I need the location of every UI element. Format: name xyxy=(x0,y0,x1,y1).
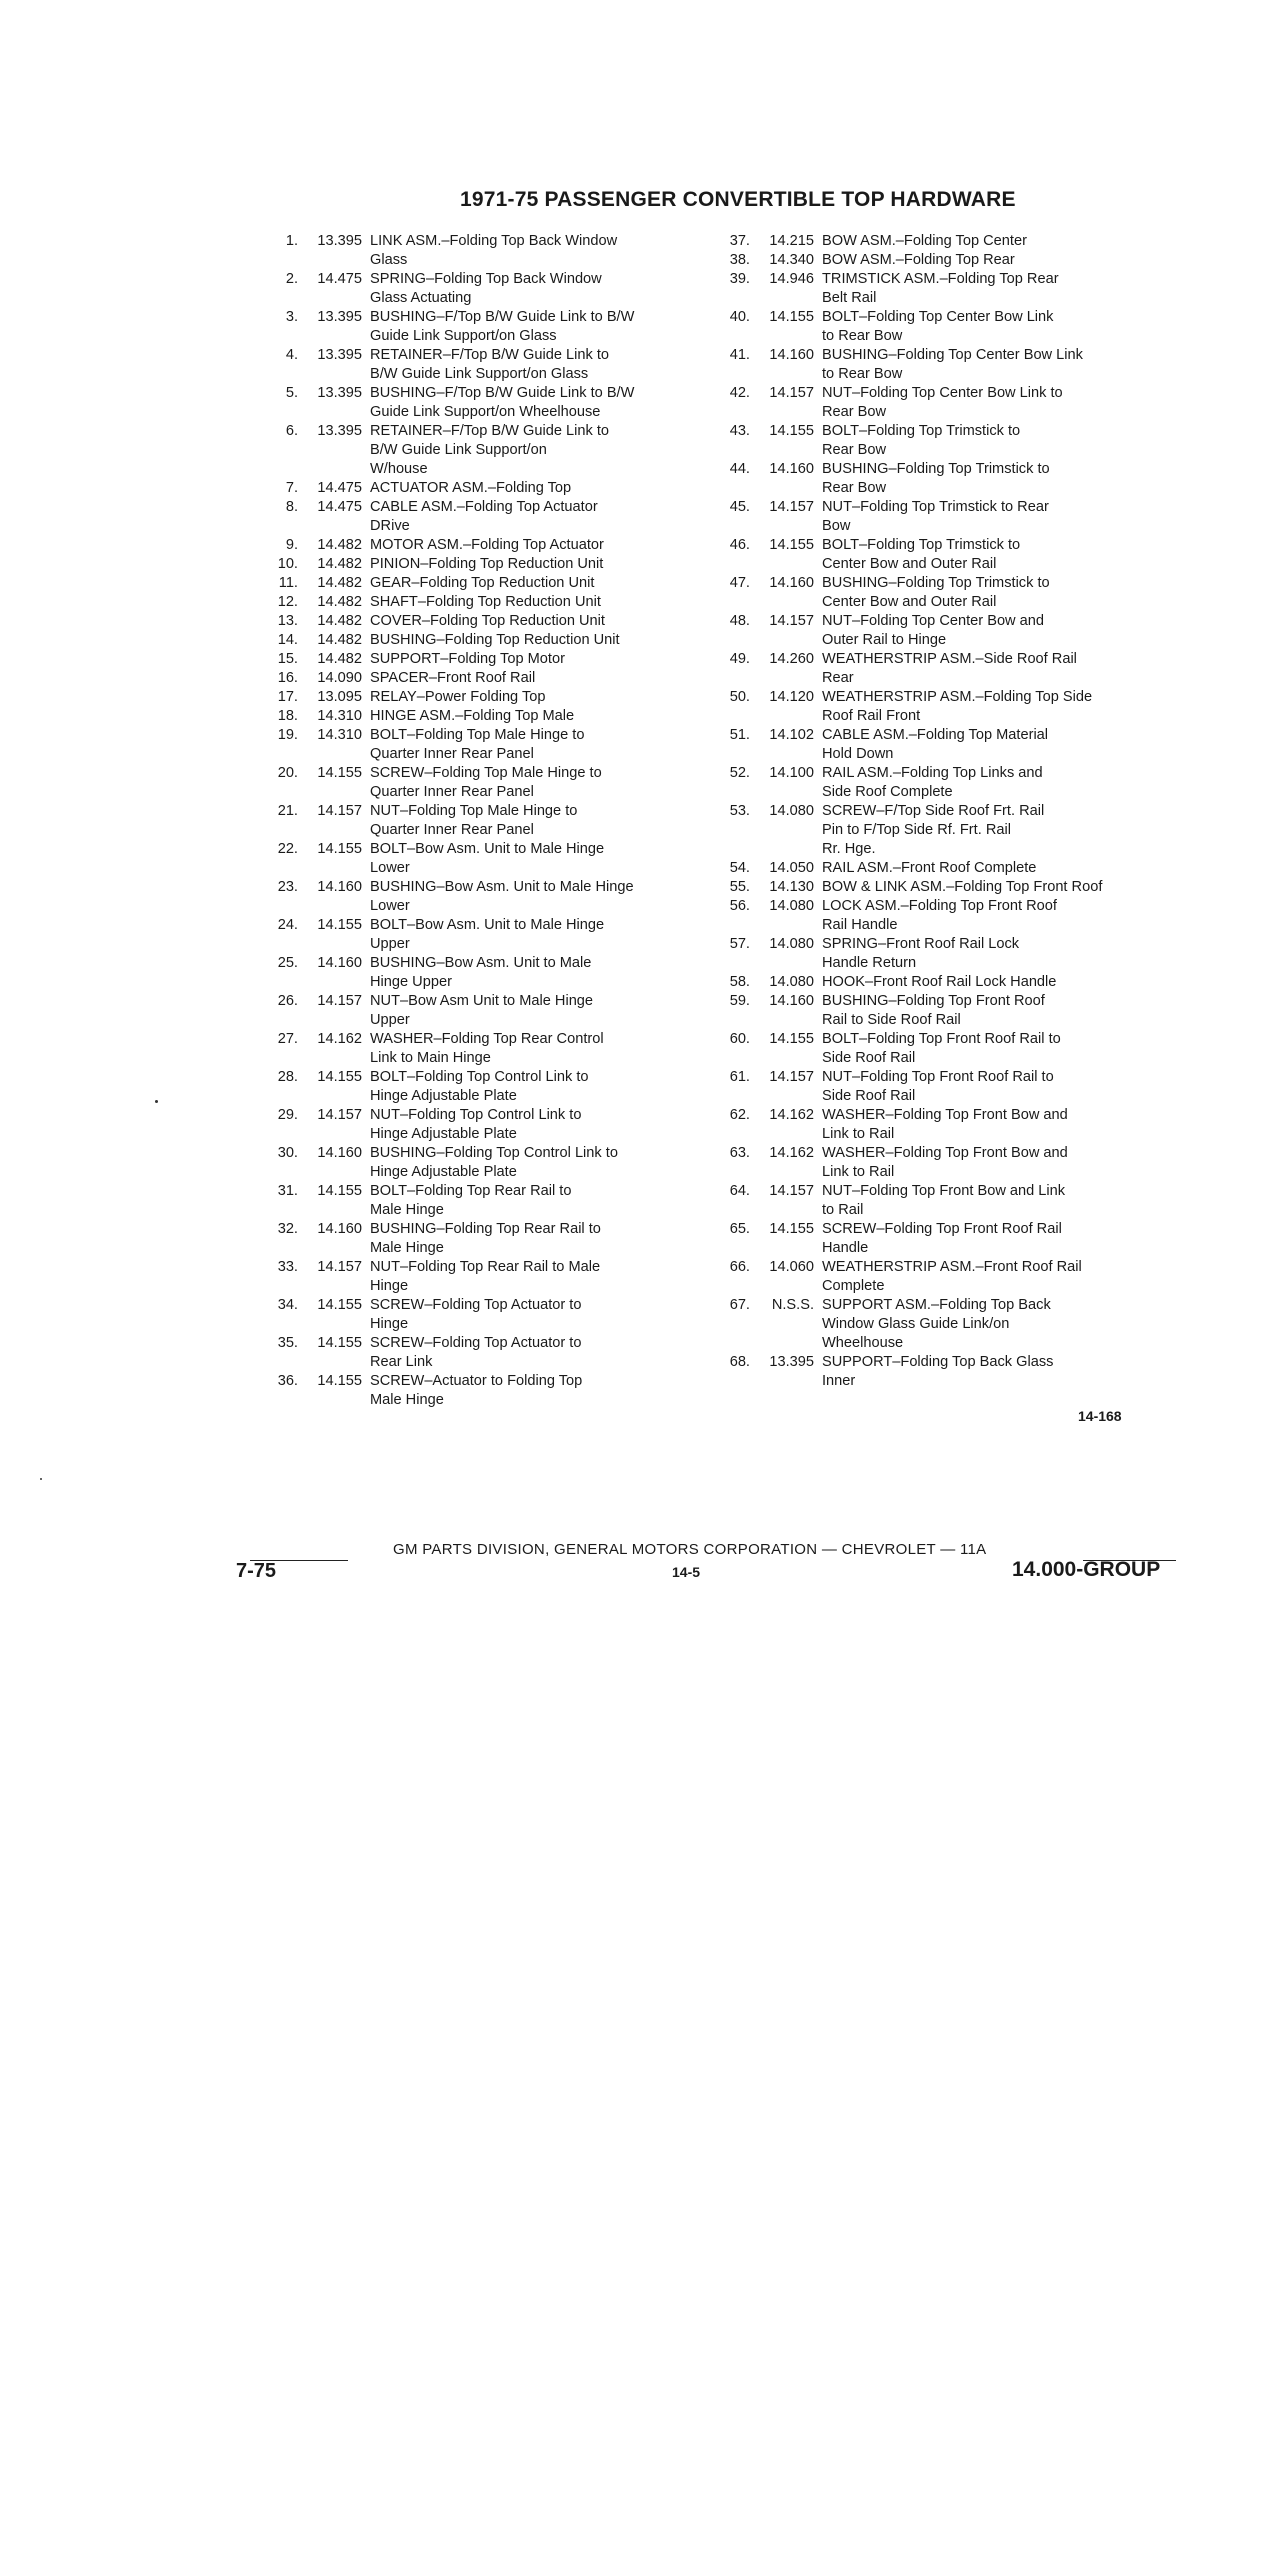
part-description: TRIMSTICK ASM.–Folding Top Rear Belt Rail xyxy=(822,271,1059,306)
part-description: BUSHING–Folding Top Rear Rail to Male Hinge xyxy=(370,1221,601,1256)
part-item xyxy=(268,346,688,384)
part-description: COVER–Folding Top Reduction Unit xyxy=(370,613,605,629)
part-number: 53. xyxy=(729,803,750,819)
part-description: SPRING–Folding Top Back Window Glass Actuating xyxy=(370,271,602,306)
part-item xyxy=(268,384,688,422)
part-number: 40. xyxy=(729,309,750,325)
part-item xyxy=(720,973,1180,992)
part-description: SUPPORT–Folding Top Motor xyxy=(370,651,565,667)
parts-list-left xyxy=(268,232,688,1410)
group-code: 14.157 xyxy=(317,803,362,819)
part-item xyxy=(720,650,1180,688)
part-item xyxy=(268,574,688,593)
group-code: 14.482 xyxy=(317,594,362,610)
part-number: 39. xyxy=(729,271,750,287)
part-description: RETAINER–F/Top B/W Guide Link to B/W Guide Link Support/on Glass xyxy=(370,347,609,382)
part-item xyxy=(268,232,688,270)
footer-page-number: 14-5 xyxy=(672,1564,701,1580)
part-description: BOLT–Bow Asm. Unit to Male Hinge Lower xyxy=(370,841,605,876)
part-item xyxy=(720,935,1180,973)
part-number: 43. xyxy=(729,423,750,439)
part-description: BUSHING–Folding Top Center Bow Link to Rear Bow xyxy=(822,347,1083,382)
part-description: BOLT–Folding Top Front Roof Rail to Side Roof Rail xyxy=(822,1031,1061,1066)
group-code: 14.155 xyxy=(769,537,814,553)
part-number: 9. xyxy=(285,537,298,553)
group-code: 14.162 xyxy=(769,1107,814,1123)
part-number: 19. xyxy=(277,727,298,743)
part-number: 36. xyxy=(277,1373,298,1389)
group-code: 14.482 xyxy=(317,556,362,572)
footer-group: 14.000-GROUP xyxy=(1012,1558,1161,1581)
part-number: 62. xyxy=(729,1107,750,1123)
group-code: 14.155 xyxy=(317,917,362,933)
part-item xyxy=(720,764,1180,802)
part-item xyxy=(720,1144,1180,1182)
part-number: 38. xyxy=(729,252,750,268)
part-number: 34. xyxy=(277,1297,298,1313)
group-code: 14.160 xyxy=(769,575,814,591)
part-number: 48. xyxy=(729,613,750,629)
part-number: 56. xyxy=(729,898,750,914)
part-description: BUSHING–F/Top B/W Guide Link to B/W Guide Link Support/on Wheelhouse xyxy=(370,385,635,420)
group-code: 14.160 xyxy=(769,993,814,1009)
part-description: HINGE ASM.–Folding Top Male xyxy=(370,708,575,724)
part-number: 13. xyxy=(277,613,298,629)
part-item xyxy=(720,1068,1180,1106)
part-description: WEATHERSTRIP ASM.–Folding Top Side Roof Rail Front xyxy=(822,689,1093,724)
part-description: BUSHING–F/Top B/W Guide Link to B/W Guide Link Support/on Glass xyxy=(370,309,635,344)
part-description: BUSHING–Folding Top Trimstick to Center Bow and Outer Rail xyxy=(822,575,1050,610)
part-number: 25. xyxy=(277,955,298,971)
part-item xyxy=(268,954,688,992)
part-item xyxy=(720,1220,1180,1258)
group-code: 14.340 xyxy=(769,252,814,268)
part-number: 54. xyxy=(729,860,750,876)
part-item xyxy=(268,669,688,688)
group-code: 14.080 xyxy=(769,803,814,819)
part-item xyxy=(720,1182,1180,1220)
footer-date: 7-75 xyxy=(236,1560,277,1582)
part-number: 24. xyxy=(277,917,298,933)
group-code: 14.260 xyxy=(769,651,814,667)
part-item xyxy=(268,1030,688,1068)
part-item xyxy=(720,992,1180,1030)
part-number: 42. xyxy=(729,385,750,401)
part-number: 64. xyxy=(729,1183,750,1199)
part-number: 2. xyxy=(285,271,298,287)
part-item xyxy=(268,840,688,878)
part-item xyxy=(268,479,688,498)
part-number: 11. xyxy=(278,575,298,591)
part-item xyxy=(720,232,1180,251)
part-number: 22. xyxy=(277,841,298,857)
group-code: 14.050 xyxy=(769,860,814,876)
part-description: CABLE ASM.–Folding Top Material Hold Down xyxy=(822,727,1049,762)
group-code: 14.157 xyxy=(317,993,362,1009)
part-number: 44. xyxy=(729,461,750,477)
part-item xyxy=(720,859,1180,878)
part-item xyxy=(720,574,1180,612)
part-item xyxy=(268,1220,688,1258)
part-description: NUT–Folding Top Center Bow and Outer Rail to Hinge xyxy=(822,613,1044,648)
group-code: 14.130 xyxy=(769,879,814,895)
part-item xyxy=(268,1068,688,1106)
group-code: 14.482 xyxy=(317,613,362,629)
part-description: SCREW–F/Top Side Roof Frt. Rail Pin to F/Top Side Rf. Frt. Rail Rr. Hge. xyxy=(822,803,1045,857)
part-number: 21. xyxy=(277,803,298,819)
group-code: 14.100 xyxy=(769,765,814,781)
part-description: MOTOR ASM.–Folding Top Actuator xyxy=(370,537,604,553)
part-number: 65. xyxy=(729,1221,750,1237)
group-code: 14.475 xyxy=(317,271,362,287)
part-description: WEATHERSTRIP ASM.–Side Roof Rail Rear xyxy=(822,651,1077,686)
part-item xyxy=(268,1258,688,1296)
group-code: 14.120 xyxy=(769,689,814,705)
group-code: 14.155 xyxy=(317,841,362,857)
part-number: 12. xyxy=(277,594,298,610)
group-code: 13.395 xyxy=(317,233,362,249)
group-code: 14.482 xyxy=(317,651,362,667)
part-number: 46. xyxy=(729,537,750,553)
group-code: 14.155 xyxy=(317,1183,362,1199)
part-item xyxy=(720,308,1180,346)
part-number: 58. xyxy=(729,974,750,990)
part-description: NUT–Folding Top Front Bow and Link to Rail xyxy=(822,1183,1066,1218)
part-number: 35. xyxy=(277,1335,298,1351)
group-code: 13.395 xyxy=(317,347,362,363)
group-code: 14.157 xyxy=(317,1107,362,1123)
parts-list-right xyxy=(720,232,1180,1391)
part-item xyxy=(268,631,688,650)
part-number: 68. xyxy=(729,1354,750,1370)
part-description: HOOK–Front Roof Rail Lock Handle xyxy=(822,974,1057,990)
part-description: SCREW–Folding Top Male Hinge to Quarter Inner Rear Panel xyxy=(370,765,602,800)
scan-speck xyxy=(40,1478,42,1480)
part-description: BUSHING–Folding Top Trimstick to Rear Bow xyxy=(822,461,1050,496)
part-number: 32. xyxy=(277,1221,298,1237)
part-item xyxy=(720,688,1180,726)
part-item xyxy=(268,707,688,726)
group-code: 14.475 xyxy=(317,499,362,515)
part-description: BUSHING–Bow Asm. Unit to Male Hinge Lower xyxy=(370,879,634,914)
part-number: 28. xyxy=(277,1069,298,1085)
page-title: 1971-75 PASSENGER CONVERTIBLE TOP HARDWARE xyxy=(460,188,1016,211)
group-code: 14.482 xyxy=(317,575,362,591)
scan-speck xyxy=(155,1100,158,1103)
part-item xyxy=(268,422,688,479)
part-description: NUT–Folding Top Rear Rail to Male Hinge xyxy=(370,1259,601,1294)
part-description: NUT–Folding Top Trimstick to Rear Bow xyxy=(822,499,1049,534)
part-description: WASHER–Folding Top Rear Control Link to Main Hinge xyxy=(370,1031,604,1066)
part-description: SCREW–Folding Top Actuator to Rear Link xyxy=(370,1335,582,1370)
part-description: BOW ASM.–Folding Top Center xyxy=(822,233,1027,249)
group-code: 14.162 xyxy=(769,1145,814,1161)
part-number: 5. xyxy=(285,385,298,401)
part-description: WEATHERSTRIP ASM.–Front Roof Rail Complete xyxy=(822,1259,1082,1294)
part-number: 51. xyxy=(729,727,750,743)
group-code: 13.395 xyxy=(317,423,362,439)
part-number: 31. xyxy=(277,1183,298,1199)
part-number: 47. xyxy=(729,575,750,591)
part-description: SPRING–Front Roof Rail Lock Handle Return xyxy=(822,936,1020,971)
part-item xyxy=(268,498,688,536)
part-description: SCREW–Actuator to Folding Top Male Hinge xyxy=(370,1373,583,1408)
part-description: BOLT–Bow Asm. Unit to Male Hinge Upper xyxy=(370,917,605,952)
part-description: ACTUATOR ASM.–Folding Top xyxy=(370,480,572,496)
part-number: 15. xyxy=(277,651,298,667)
group-code: 14.475 xyxy=(317,480,362,496)
part-item xyxy=(268,536,688,555)
part-item xyxy=(268,555,688,574)
figure-reference: 14-168 xyxy=(1078,1408,1122,1424)
part-number: 57. xyxy=(729,936,750,952)
part-number: 29. xyxy=(277,1107,298,1123)
group-code: 14.157 xyxy=(769,613,814,629)
part-item xyxy=(720,1353,1180,1391)
part-item xyxy=(720,897,1180,935)
part-description: NUT–Folding Top Front Roof Rail to Side Roof Rail xyxy=(822,1069,1054,1104)
group-code: 14.155 xyxy=(317,1069,362,1085)
part-number: 49. xyxy=(729,651,750,667)
part-item xyxy=(268,916,688,954)
group-code: 14.160 xyxy=(317,955,362,971)
part-item xyxy=(268,764,688,802)
part-number: 3. xyxy=(285,309,298,325)
group-code: 14.215 xyxy=(769,233,814,249)
part-item xyxy=(720,802,1180,859)
part-item xyxy=(720,270,1180,308)
part-item xyxy=(720,612,1180,650)
part-description: BOLT–Folding Top Center Bow Link to Rear Bow xyxy=(822,309,1054,344)
part-number: 52. xyxy=(729,765,750,781)
group-code: 14.160 xyxy=(769,461,814,477)
part-number: 30. xyxy=(277,1145,298,1161)
part-item xyxy=(268,1334,688,1372)
group-code: 14.102 xyxy=(769,727,814,743)
part-description: NUT–Folding Top Center Bow Link to Rear Bow xyxy=(822,385,1063,420)
part-number: 16. xyxy=(277,670,298,686)
part-description: PINION–Folding Top Reduction Unit xyxy=(370,556,604,572)
part-number: 14. xyxy=(277,632,298,648)
part-description: BOLT–Folding Top Rear Rail to Male Hinge xyxy=(370,1183,572,1218)
part-number: 8. xyxy=(285,499,298,515)
part-item xyxy=(720,1030,1180,1068)
part-description: WASHER–Folding Top Front Bow and Link to Rail xyxy=(822,1145,1068,1180)
group-code: 14.157 xyxy=(769,385,814,401)
part-description: BOW & LINK ASM.–Folding Top Front Roof xyxy=(822,879,1103,895)
part-number: 6. xyxy=(285,423,298,439)
part-item xyxy=(268,650,688,669)
part-number: 61. xyxy=(729,1069,750,1085)
part-item xyxy=(268,593,688,612)
part-number: 41. xyxy=(729,347,750,363)
part-description: BOLT–Folding Top Trimstick to Rear Bow xyxy=(822,423,1021,458)
part-number: 59. xyxy=(729,993,750,1009)
group-code: 14.157 xyxy=(317,1259,362,1275)
part-item xyxy=(268,612,688,631)
part-description: RAIL ASM.–Folding Top Links and Side Roof Complete xyxy=(822,765,1043,800)
part-description: NUT–Folding Top Male Hinge to Quarter Inner Rear Panel xyxy=(370,803,578,838)
part-item xyxy=(720,726,1180,764)
group-code: N.S.S. xyxy=(771,1297,814,1313)
group-code: 14.155 xyxy=(769,1221,814,1237)
part-item xyxy=(720,422,1180,460)
part-description: WASHER–Folding Top Front Bow and Link to Rail xyxy=(822,1107,1068,1142)
part-description: RELAY–Power Folding Top xyxy=(370,689,546,705)
part-description: LINK ASM.–Folding Top Back Window Glass xyxy=(370,233,618,268)
part-number: 17. xyxy=(277,689,298,705)
part-number: 7. xyxy=(285,480,298,496)
part-item xyxy=(268,992,688,1030)
part-item xyxy=(268,726,688,764)
part-number: 20. xyxy=(277,765,298,781)
footer-division: GM PARTS DIVISION, GENERAL MOTORS CORPORATION — CHEVROLET — 11A xyxy=(393,1541,987,1558)
group-code: 14.155 xyxy=(769,423,814,439)
part-description: SHAFT–Folding Top Reduction Unit xyxy=(370,594,601,610)
group-code: 14.155 xyxy=(317,765,362,781)
part-number: 63. xyxy=(729,1145,750,1161)
part-description: BOW ASM.–Folding Top Rear xyxy=(822,252,1015,268)
group-code: 14.310 xyxy=(317,708,362,724)
part-description: BOLT–Folding Top Trimstick to Center Bow and Outer Rail xyxy=(822,537,1021,572)
part-number: 37. xyxy=(729,233,750,249)
group-code: 14.080 xyxy=(769,898,814,914)
part-description: RAIL ASM.–Front Roof Complete xyxy=(822,860,1037,876)
part-number: 1. xyxy=(285,233,298,249)
part-description: BUSHING–Folding Top Control Link to Hinge Adjustable Plate xyxy=(370,1145,618,1180)
part-description: BUSHING–Folding Top Reduction Unit xyxy=(370,632,620,648)
group-code: 13.395 xyxy=(769,1354,814,1370)
group-code: 14.482 xyxy=(317,537,362,553)
part-description: BOLT–Folding Top Male Hinge to Quarter Inner Rear Panel xyxy=(370,727,585,762)
part-number: 50. xyxy=(729,689,750,705)
part-item xyxy=(720,346,1180,384)
group-code: 14.080 xyxy=(769,974,814,990)
group-code: 13.395 xyxy=(317,385,362,401)
part-item xyxy=(720,878,1180,897)
part-item xyxy=(268,688,688,707)
part-description: LOCK ASM.–Folding Top Front Roof Rail Handle xyxy=(822,898,1057,933)
part-number: 27. xyxy=(277,1031,298,1047)
part-number: 18. xyxy=(277,708,298,724)
part-description: SCREW–Folding Top Front Roof Rail Handle xyxy=(822,1221,1062,1256)
group-code: 14.155 xyxy=(317,1373,362,1389)
group-code: 14.090 xyxy=(317,670,362,686)
part-item xyxy=(268,1372,688,1410)
part-item xyxy=(720,1296,1180,1353)
part-item xyxy=(720,251,1180,270)
part-description: BUSHING–Folding Top Front Roof Rail to Side Roof Rail xyxy=(822,993,1045,1028)
part-item xyxy=(720,1106,1180,1144)
part-number: 33. xyxy=(277,1259,298,1275)
part-item xyxy=(720,498,1180,536)
part-item xyxy=(720,536,1180,574)
part-item xyxy=(720,1258,1180,1296)
group-code: 14.482 xyxy=(317,632,362,648)
group-code: 14.946 xyxy=(769,271,814,287)
part-number: 26. xyxy=(277,993,298,1009)
part-description: GEAR–Folding Top Reduction Unit xyxy=(370,575,595,591)
group-code: 13.395 xyxy=(317,309,362,325)
group-code: 14.162 xyxy=(317,1031,362,1047)
part-description: BOLT–Folding Top Control Link to Hinge Adjustable Plate xyxy=(370,1069,589,1104)
part-description: SUPPORT ASM.–Folding Top Back Window Glass Guide Link/on Wheelhouse xyxy=(822,1297,1051,1351)
group-code: 14.160 xyxy=(317,879,362,895)
part-description: CABLE ASM.–Folding Top Actuator DRive xyxy=(370,499,598,534)
part-number: 4. xyxy=(285,347,298,363)
part-description: RETAINER–F/Top B/W Guide Link to B/W Guide Link Support/on W/house xyxy=(370,423,609,477)
part-description: NUT–Bow Asm Unit to Male Hinge Upper xyxy=(370,993,594,1028)
part-number: 67. xyxy=(729,1297,750,1313)
group-code: 14.155 xyxy=(769,309,814,325)
group-code: 14.160 xyxy=(769,347,814,363)
part-item xyxy=(268,270,688,308)
part-number: 23. xyxy=(277,879,298,895)
group-code: 14.160 xyxy=(317,1221,362,1237)
part-description: SCREW–Folding Top Actuator to Hinge xyxy=(370,1297,582,1332)
part-description: SUPPORT–Folding Top Back Glass Inner xyxy=(822,1354,1054,1389)
group-code: 14.080 xyxy=(769,936,814,952)
part-item xyxy=(268,1182,688,1220)
part-item xyxy=(268,1144,688,1182)
part-item xyxy=(268,802,688,840)
part-item xyxy=(720,384,1180,422)
part-number: 10. xyxy=(277,556,298,572)
part-number: 55. xyxy=(729,879,750,895)
part-item xyxy=(268,1296,688,1334)
part-number: 45. xyxy=(729,499,750,515)
part-item xyxy=(268,308,688,346)
group-code: 14.157 xyxy=(769,499,814,515)
group-code: 14.155 xyxy=(769,1031,814,1047)
group-code: 14.155 xyxy=(317,1297,362,1313)
part-number: 60. xyxy=(729,1031,750,1047)
group-code: 13.095 xyxy=(317,689,362,705)
part-item xyxy=(268,878,688,916)
group-code: 14.155 xyxy=(317,1335,362,1351)
group-code: 14.060 xyxy=(769,1259,814,1275)
part-number: 66. xyxy=(729,1259,750,1275)
part-item xyxy=(268,1106,688,1144)
group-code: 14.160 xyxy=(317,1145,362,1161)
part-item xyxy=(720,460,1180,498)
part-description: NUT–Folding Top Control Link to Hinge Adjustable Plate xyxy=(370,1107,582,1142)
group-code: 14.310 xyxy=(317,727,362,743)
part-description: SPACER–Front Roof Rail xyxy=(370,670,536,686)
group-code: 14.157 xyxy=(769,1069,814,1085)
part-description: BUSHING–Bow Asm. Unit to Male Hinge Upper xyxy=(370,955,592,990)
group-code: 14.157 xyxy=(769,1183,814,1199)
